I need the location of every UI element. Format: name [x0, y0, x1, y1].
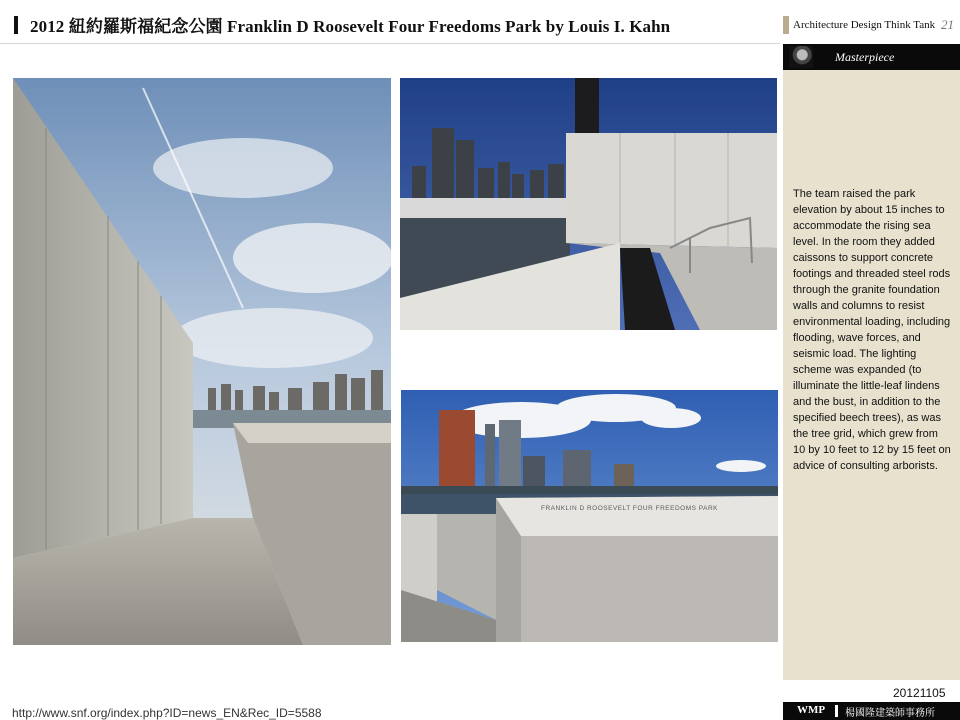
brand-name: Architecture Design Think Tank	[793, 19, 936, 31]
page-title: 2012 紐約羅斯福紀念公園 Franklin D Roosevelt Four Freedoms Park by Louis I. Kahn	[30, 17, 671, 36]
footer-firm-name: 楊國隆建築師事務所	[845, 708, 935, 719]
page-number: 21	[941, 17, 954, 32]
photo-granite-wall	[13, 78, 391, 645]
side-panel-header	[783, 44, 960, 70]
brand-marker	[783, 16, 789, 34]
title-marker	[14, 16, 18, 34]
date-stamp: 20121105	[893, 686, 946, 700]
footer-brand	[783, 702, 960, 720]
footer-separator	[835, 705, 838, 717]
footer-brand-short: WMP	[797, 704, 826, 716]
title-bar	[0, 0, 780, 44]
source-url[interactable]: http://www.snf.org/index.php?ID=news_EN&Rec_ID=5588	[12, 706, 322, 720]
wall-inscription: FRANKLIN D ROOSEVELT FOUR FREEDOMS PARK	[541, 505, 718, 512]
photo-granite-room	[400, 78, 777, 330]
title-divider	[0, 43, 780, 44]
side-panel	[783, 44, 960, 680]
side-panel-label: Masterpiece	[835, 50, 895, 64]
description-text: The team raised the park elevation by about 15 inches to accommodate the rising sea level. In the room they added caissons to support concrete footings and threaded steel rods through the granite foundation walls and columns to resist environmental loading, including flooding, wave forces, and seismic load. The lighting scheme was expanded (to illuminate the little-leaf lindens and the bust, in addition to the specified beech trees), as was the tree grid, which grew from 10 by 10 feet to 12 by 15 feet on advice of consulting arborists.	[793, 188, 951, 472]
photo-inscription-wall	[401, 390, 778, 642]
brand-header	[783, 14, 960, 36]
portrait-icon	[789, 46, 813, 68]
